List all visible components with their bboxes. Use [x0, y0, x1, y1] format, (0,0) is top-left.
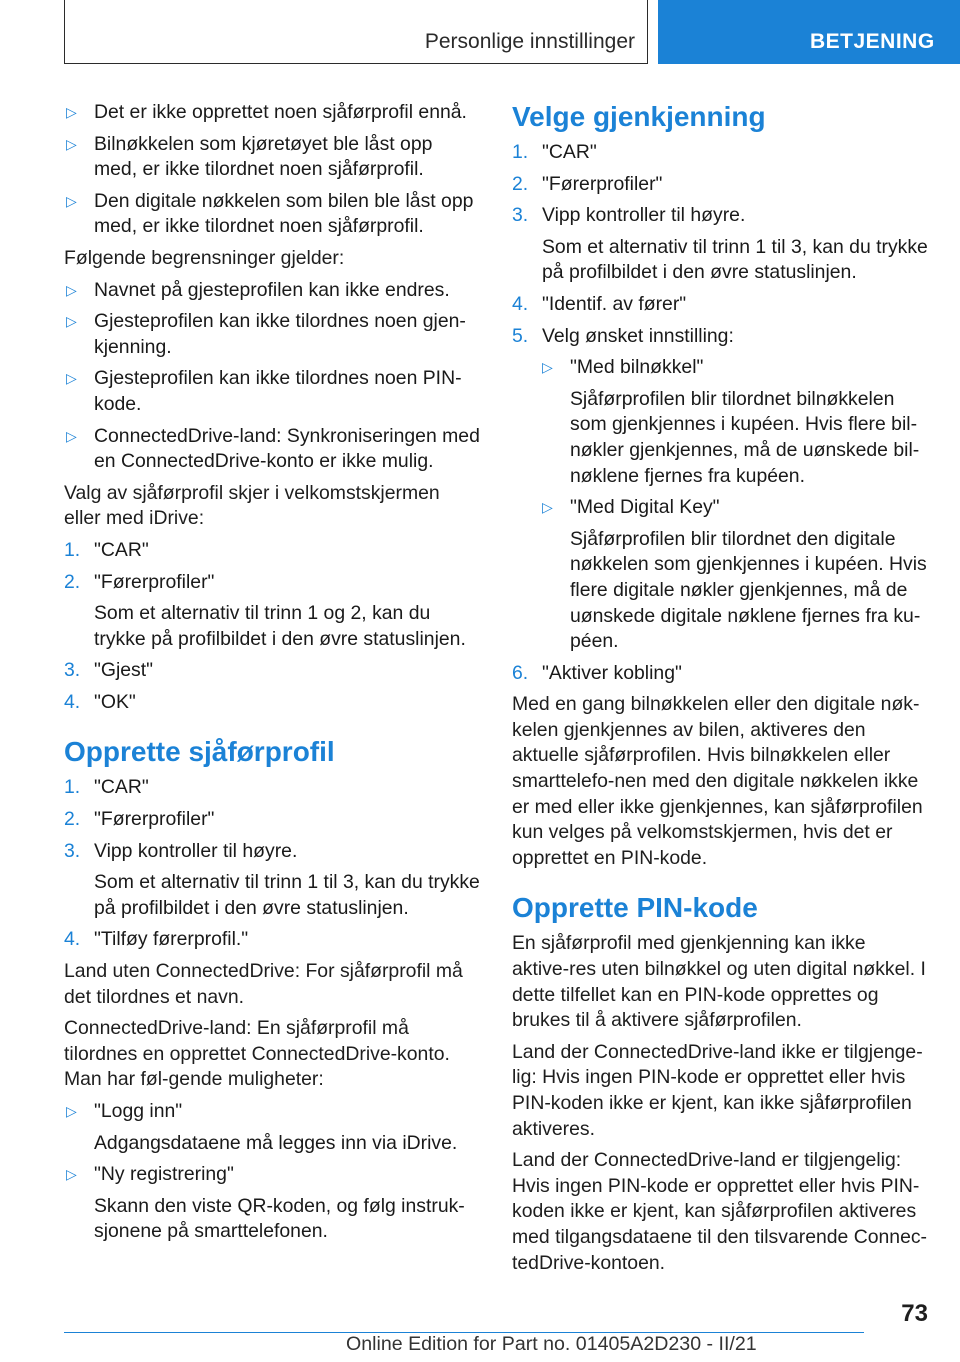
- step-item: 2. "Førerprofiler": [512, 172, 663, 195]
- step-item: 6. "Aktiver kobling": [512, 661, 682, 684]
- step-item: 4. "Identif. av fører": [512, 292, 687, 315]
- list-item: ▷ Gjesteprofilen kan ikke tilordnes noen PIN-kode.: [66, 367, 462, 415]
- left-column: [64, 100, 480, 1251]
- step-item: 2. "Førerprofiler": [64, 808, 215, 831]
- option-note: Adgangsdataene må legges inn via iDrive.: [94, 1131, 458, 1154]
- step-item: 4. "OK": [64, 690, 136, 713]
- list-item: ▷ "Med bilnøkkel" Sjåførprofilen blir tilordnet bilnøkkelen som gjenkjennes i kupéen. Hvis flere bil-nøkler gjenkjennes, må de uønskede bil-nøklene fjernes fra kupéen.: [542, 355, 928, 489]
- heading-select-recognition: Velge gjenkjenning: [512, 101, 766, 132]
- triangle-right-icon: ▷: [66, 1103, 77, 1119]
- step-item: 5. Velg ønsket innstilling: ▷ "Med bilnøkkel" Sjåførprofilen blir tilordnet bilnøkkelen som gjenkjennes i kupéen. Hvis flere bil-nøkler gjenkjennes, må de uønskede bil-nøklene fjernes fra kupéen. ▷ "Med Digital Key" Sjåførprofilen blir tilordnet den digitale nøkkelen som gjenkjennes i kupéen. Hvis flere digitale nøkler gjenkjennes, må de uønskede digitale nøklene fjernes fra ku-péen.: [512, 324, 928, 655]
- step-item: 3. Vipp kontroller til høyre. Som et alternativ til trinn 1 til 3, kan du trykke på profilbildet i den øvre statuslinjen.: [64, 839, 480, 922]
- list-item: ▷ "Logg inn" Adgangsdataene må legges inn via iDrive.: [64, 1099, 480, 1156]
- para-pin-1: En sjåførprofil med gjenkjenning kan ikke aktive-res uten bilnøkkel og uten digital nøkkel. I dette tilfellet kan en PIN-kode opprettes og brukes til å aktivere sjåførprofilen.: [512, 932, 926, 1032]
- list-item: ▷ Det er ikke opprettet noen sjåførprofil ennå.: [64, 100, 480, 126]
- para-detection: Med en gang bilnøkkelen eller den digitale nøk-kelen gjenkjennes av bilen, aktiveres den aktuelle sjåførprofilen. Hvis bilnøkkelen eller smarttelefo-nen med den digitale nøkkelen ikke er med eller ikke gjenkjennes, kan sjåførprofilen kun velges på velkomstskjermen, hvis det er opprettet en PIN-kode.: [512, 693, 923, 869]
- step-item: 1. "CAR": [64, 538, 149, 561]
- para-cd-land: ConnectedDrive-land: En sjåførprofil må tilordnes en opprettet ConnectedDrive-konto. Man har føl-gende muligheter:: [64, 1017, 450, 1091]
- limits-intro: Følgende begrensninger gjelder:: [64, 246, 345, 269]
- triangle-right-icon: ▷: [542, 359, 553, 376]
- heading-create-pin: Opprette PIN-kode: [512, 892, 758, 924]
- setting-options-list: [542, 355, 928, 655]
- create-steps: [64, 775, 480, 953]
- footer-edition: Online Edition for Part no. 01405A2D230 - II/21: [346, 1333, 757, 1355]
- step-note: Som et alternativ til trinn 1 og 2, kan du trykke på profilbildet i den øvre statuslinjen.: [94, 602, 466, 650]
- condition-list: [64, 100, 480, 240]
- limits-list: [64, 278, 480, 475]
- list-item: ▷ "Med Digital Key" Sjåførprofilen blir tilordnet den digitale nøkkelen som gjenkjennes i kupéen. Hvis flere digitale nøkler gjenkjennes, må de uønskede digitale nøklene fjernes fra ku-péen.: [542, 495, 928, 655]
- step-item: 2. "Førerprofiler" Som et alternativ til trinn 1 og 2, kan du trykke på profilbildet i den øvre statuslinjen.: [64, 570, 480, 653]
- step-item: 3. Vipp kontroller til høyre. Som et alternativ til trinn 1 til 3, kan du trykke på profilbildet i den øvre statuslinjen.: [512, 203, 928, 286]
- list-item: ▷ Navnet på gjesteprofilen kan ikke endres.: [64, 278, 480, 304]
- triangle-right-icon: ▷: [66, 104, 77, 120]
- triangle-right-icon: ▷: [66, 370, 77, 387]
- select-intro: Valg av sjåførprofil skjer i velkomstskjermen eller med iDrive:: [64, 481, 440, 530]
- page-number: 73: [901, 1300, 928, 1327]
- step-item: 1. "CAR": [64, 776, 149, 799]
- cd-options-list: [64, 1099, 480, 1245]
- step-item: 3. "Gjest": [64, 659, 154, 682]
- step-note: Som et alternativ til trinn 1 til 3, kan du trykke på profilbildet i den øvre statuslinjen.: [94, 871, 480, 919]
- step-item: 4. "Tilføy førerprofil.": [64, 928, 249, 951]
- triangle-right-icon: ▷: [66, 1166, 77, 1183]
- triangle-right-icon: ▷: [66, 135, 77, 152]
- para-pin-2: Land der ConnectedDrive-land ikke er tilgjenge-lig: Hvis ingen PIN-kode er opprettet eller hvis PIN-koden ikke er kjent, kan ikke sjåførprofilen aktiveres.: [512, 1040, 923, 1140]
- step-item: 1. "CAR": [512, 141, 597, 163]
- header-chapter-tab[interactable]: [658, 0, 960, 64]
- list-item: ▷ Bilnøkkelen som kjøretøyet ble låst opp med, er ikke tilordnet noen sjåførprofil.: [66, 132, 433, 181]
- heading-create-profile: Opprette sjåførprofil: [64, 736, 335, 768]
- recognition-steps: [512, 140, 928, 686]
- list-item: ▷ ConnectedDrive-land: Synkroniseringen med en ConnectedDrive-konto er ikke mulig.: [66, 424, 480, 473]
- option-note: Sjåførprofilen blir tilordnet bilnøkkelen som gjenkjennes i kupéen. Hvis flere bil-nøkler gjenkjennes, må de uønskede bil-nøklene fjernes fra kupéen.: [570, 387, 920, 487]
- triangle-right-icon: ▷: [66, 192, 77, 209]
- triangle-right-icon: ▷: [542, 499, 553, 516]
- right-column: [512, 100, 928, 1282]
- page-header: [0, 0, 960, 66]
- list-item: ▷ Den digitale nøkkelen som bilen ble låst opp med, er ikke tilordnet noen sjåførprofil.: [66, 189, 474, 238]
- header-section-title: Personlige innstillinger: [424, 30, 635, 53]
- triangle-right-icon: ▷: [66, 281, 77, 298]
- para-pin-3: Land der ConnectedDrive-land er tilgjengelig: Hvis ingen PIN-kode er opprettet eller hvis PIN-koden ikke er kjent, kan sjåførprofilen aktiveres med tilgangsdataene til den tilsvarende Connec-tedDrive-kontoen.: [512, 1149, 928, 1274]
- list-item: ▷ Gjesteprofilen kan ikke tilordnes noen gjen-kjenning.: [66, 310, 466, 358]
- list-item: ▷ "Ny registrering" Skann den viste QR-koden, og følg instruk-sjonene på smarttelefonen.: [64, 1162, 480, 1245]
- option-note: Sjåførprofilen blir tilordnet den digitale nøkkelen som gjenkjennes i kupéen. Hvis flere digitale nøkler gjenkjennes, må de uønskede digitale nøklene fjernes fra ku-péen.: [570, 527, 927, 653]
- triangle-right-icon: ▷: [66, 313, 77, 330]
- para-land-without-cd: Land uten ConnectedDrive: For sjåførprofil må det tilordnes et navn.: [64, 960, 463, 1008]
- header-section-box: [64, 0, 648, 64]
- guest-steps: [64, 538, 480, 716]
- step-note: Som et alternativ til trinn 1 til 3, kan du trykke på profilbildet i den øvre statuslinjen.: [542, 235, 928, 284]
- option-note: Skann den viste QR-koden, og følg instruk-sjonene på smarttelefonen.: [94, 1194, 465, 1243]
- header-chapter-label: BETJENING: [810, 30, 935, 53]
- triangle-right-icon: ▷: [66, 427, 77, 444]
